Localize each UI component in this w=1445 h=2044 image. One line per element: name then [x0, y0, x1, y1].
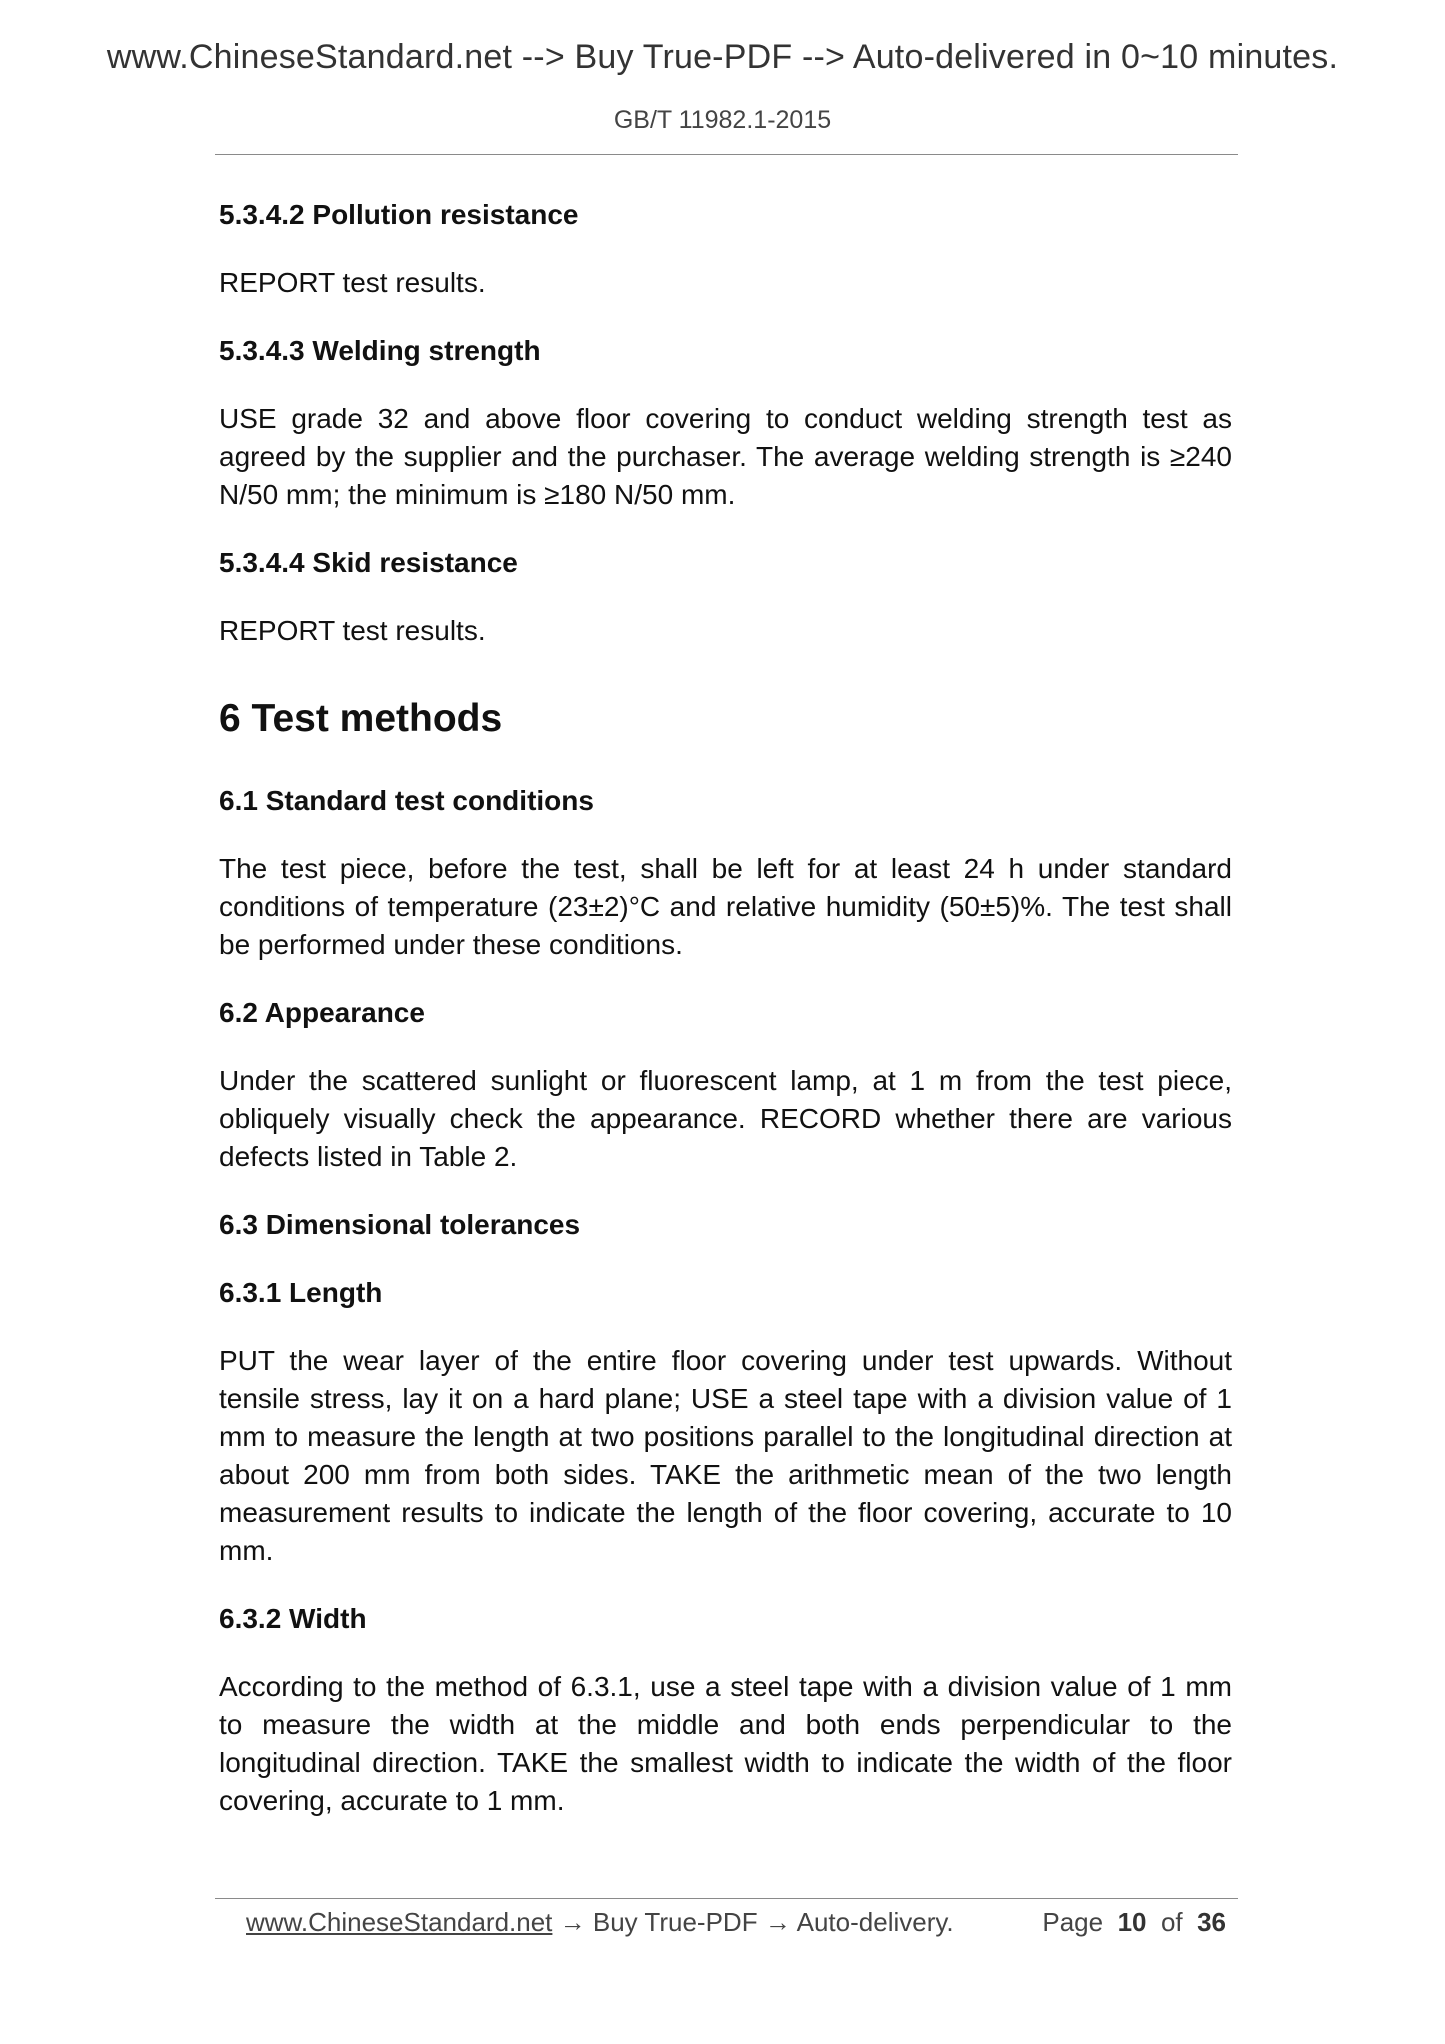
section-5-3-4-3-heading: 5.3.4.3 Welding strength	[219, 335, 541, 366]
footer-buy-text: Buy True-PDF	[592, 1907, 758, 1937]
section-6-3-1-text: PUT the wear layer of the entire floor covering under test upwards. Without tensile stress, lay it on a hard plane; USE a steel tape with a division value of 1 mm to measure the length at two positions parallel to the longitudinal direction at about 200 mm from both sides. TAKE the arithmetic mean of the two length measurement results to indicate the length of the floor covering, accurate to 10 mm.	[219, 1345, 1232, 1566]
header-divider	[215, 154, 1238, 155]
site-banner: www.ChineseStandard.net --> Buy True-PDF --> Auto-delivered in 0~10 minutes.	[106, 38, 1339, 76]
section-5-3-4-4-text: REPORT test results.	[219, 615, 486, 646]
section-6-3-1-heading: 6.3.1 Length	[219, 1277, 383, 1308]
section-5-3-4-3-text: USE grade 32 and above floor covering to conduct welding strength test as agreed by the supplier and the purchaser. The average welding strength is ≥240 N/50 mm; the minimum is ≥180 N/50 mm.	[219, 403, 1232, 510]
arrow-right-icon: →	[559, 1907, 586, 1937]
footer-site-link[interactable]: www.ChineseStandard.net	[246, 1907, 553, 1937]
current-page-number: 10	[1117, 1907, 1147, 1937]
section-5-3-4-2-heading: 5.3.4.2 Pollution resistance	[219, 199, 579, 230]
footer-promo	[246, 1899, 954, 1945]
section-6-1-text: The test piece, before the test, shall be left for at least 24 h under standard conditions of temperature (23±2)°C and relative humidity (50±5)%. The test shall be performed under these conditions.	[219, 853, 1232, 960]
of-label: of	[1160, 1907, 1183, 1937]
section-5-3-4-2-text: REPORT test results.	[219, 267, 486, 298]
page-label: Page	[1042, 1907, 1104, 1937]
section-6-heading: 6 Test methods	[219, 697, 503, 740]
section-6-1-heading: 6.1 Standard test conditions	[219, 785, 594, 816]
section-6-2-text: Under the scattered sunlight or fluorescent lamp, at 1 m from the test piece, obliquely visually check the appearance. RECORD whether there are various defects listed in Table 2.	[219, 1065, 1232, 1172]
total-pages-number: 36	[1197, 1907, 1226, 1937]
footer-delivery-text: Auto-delivery.	[796, 1907, 954, 1937]
document-code: GB/T 11982.1-2015	[613, 106, 832, 134]
section-6-3-2-text: According to the method of 6.3.1, use a steel tape with a division value of 1 mm to measure the width at the middle and both ends perpendicular to the longitudinal direction. TAKE the smallest width to indicate the width of the floor covering, accurate to 1 mm.	[219, 1671, 1232, 1816]
page-footer	[246, 1899, 1226, 1945]
section-6-2-heading: 6.2 Appearance	[219, 997, 425, 1028]
section-6-3-heading: 6.3 Dimensional tolerances	[219, 1209, 581, 1240]
section-5-3-4-4-heading: 5.3.4.4 Skid resistance	[219, 547, 518, 578]
section-6-3-2-heading: 6.3.2 Width	[219, 1603, 367, 1634]
page-content	[219, 196, 1232, 1820]
page-indicator	[1042, 1899, 1226, 1945]
arrow-right-icon: →	[764, 1907, 791, 1937]
